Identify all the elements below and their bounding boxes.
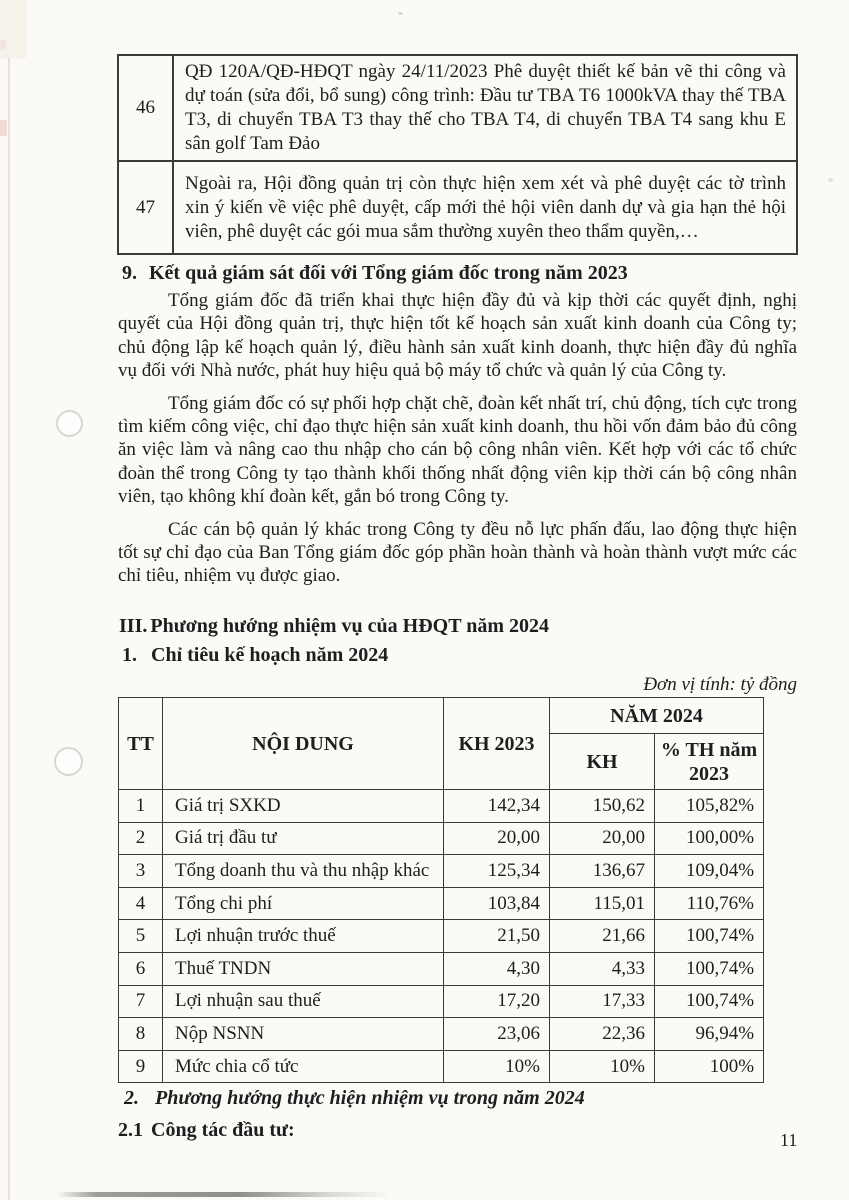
cell-kh2024: 20,00 <box>550 822 655 855</box>
cell-name: Lợi nhuận trước thuế <box>163 920 444 953</box>
section-9-heading <box>122 262 628 285</box>
cell-pct: 100,00% <box>655 822 764 855</box>
table-row <box>119 920 764 953</box>
section-title: Công tác đầu tư: <box>151 1119 295 1141</box>
table-row <box>119 952 764 985</box>
cell-kh2023: 20,00 <box>444 822 550 855</box>
cell-kh2023: 125,34 <box>444 855 550 888</box>
header-tt: TT <box>119 698 163 790</box>
cell-tt: 3 <box>119 855 163 888</box>
section-9-body <box>118 289 797 597</box>
cell-pct: 100% <box>655 1050 764 1083</box>
cell-kh2024: 150,62 <box>550 790 655 823</box>
cell-kh2023: 142,34 <box>444 790 550 823</box>
table-row <box>119 855 764 888</box>
header-kh-2023: KH 2023 <box>444 698 550 790</box>
section-number: 1. <box>122 644 137 666</box>
page-number: 11 <box>780 1130 798 1150</box>
cell-kh2024: 136,67 <box>550 855 655 888</box>
section-title: Chỉ tiêu kế hoạch năm 2024 <box>151 644 389 666</box>
cell-kh2023: 23,06 <box>444 1018 550 1051</box>
table-row <box>118 55 797 161</box>
section-number: 2. <box>124 1087 139 1109</box>
cell-name: Giá trị SXKD <box>163 790 444 823</box>
section-title: Phương hướng thực hiện nhiệm vụ trong năm 2024 <box>155 1087 585 1109</box>
cell-pct: 105,82% <box>655 790 764 823</box>
paragraph: Tổng giám đốc đã triển khai thực hiện đầy đủ và kịp thời các quyết định, nghị quyết của Hội đồng quản trị, thực hiện tốt kế hoạch sản xuất kinh doanh của Công ty; chủ động lập kế hoạch quản lý, điều hành sản xuất kinh doanh, thực hiện đầy đủ nghĩa vụ đối với Nhà nước, phát huy hiệu quả bộ máy tổ chức và quản lý của Công ty. <box>118 290 797 382</box>
row-number: 46 <box>118 55 173 161</box>
section-number: 2.1 <box>118 1119 143 1141</box>
hole-punch-mark <box>54 747 83 776</box>
cell-kh2024: 17,33 <box>550 985 655 1018</box>
cell-kh2024: 10% <box>550 1050 655 1083</box>
paragraph: Các cán bộ quản lý khác trong Công ty đều nỗ lực phấn đấu, lao động thực hiện tốt sự chỉ đạo của Ban Tổng giám đốc góp phần hoàn thành và hoàn thành vượt mức các chỉ tiêu, nhiệm vụ được giao. <box>118 518 797 587</box>
cell-name: Thuế TNDN <box>163 952 444 985</box>
scan-pink-mark <box>0 120 7 136</box>
row-text: Ngoài ra, Hội đồng quản trị còn thực hiện xem xét và phê duyệt các tờ trình xin ý kiến về việc phê duyệt, cấp mới thẻ hội viên danh dự và gia hạn thẻ hội viên, phê duyệt các gói mua sắm thường xuyên theo thẩm quyền,… <box>173 161 797 254</box>
cell-kh2024: 4,33 <box>550 952 655 985</box>
cell-tt: 5 <box>119 920 163 953</box>
table-row <box>119 822 764 855</box>
cell-name: Tổng doanh thu và thu nhập khác <box>163 855 444 888</box>
cell-kh2023: 21,50 <box>444 920 550 953</box>
header-noi-dung: NỘI DUNG <box>163 698 444 790</box>
unit-note: Đơn vị tính: tỷ đồng <box>643 674 797 695</box>
cell-kh2024: 21,66 <box>550 920 655 953</box>
table-row <box>119 790 764 823</box>
cell-kh2023: 17,20 <box>444 985 550 1018</box>
paragraph: Tổng giám đốc có sự phối hợp chặt chẽ, đoàn kết nhất trí, chủ động, tích cực trong tìm kiếm công việc, chỉ đạo thực hiện sản xuất kinh doanh, thu hồi vốn đảm bảo đủ công ăn việc làm và nâng cao thu nhập cho cán bộ công nhân viên. Kết hợp với các tổ chức đoàn thể trong Công ty tạo thành khối thống nhất động viên kịp thời cán bộ công nhân viên, tạo không khí đoàn kết, gắn bó trong Công ty. <box>118 392 797 508</box>
cell-pct: 100,74% <box>655 952 764 985</box>
table-row <box>119 1050 764 1083</box>
cell-tt: 9 <box>119 1050 163 1083</box>
section-number: III. <box>119 615 148 637</box>
cell-name: Nộp NSNN <box>163 1018 444 1051</box>
row-text: QĐ 120A/QĐ-HĐQT ngày 24/11/2023 Phê duyệt thiết kế bản vẽ thi công và dự toán (sửa đổi, bổ sung) công trình: Đầu tư TBA T6 1000kVA thay thế TBA T3, di chuyển TBA T3 thay thế cho TBA T4, di chuyển TBA T4 sang khu E sân golf Tam Đảo <box>173 55 797 161</box>
decisions-table <box>117 54 798 255</box>
cell-kh2024: 115,01 <box>550 887 655 920</box>
subsection-2-1-heading <box>118 1119 295 1142</box>
section-2-heading <box>124 1087 585 1110</box>
header-pct-th: % TH năm 2023 <box>655 734 764 790</box>
cell-tt: 7 <box>119 985 163 1018</box>
table-row <box>119 1018 764 1051</box>
section-title: Phương hướng nhiệm vụ của HĐQT năm 2024 <box>150 615 550 637</box>
cell-tt: 1 <box>119 790 163 823</box>
table-row <box>119 985 764 1018</box>
header-kh: KH <box>550 734 655 790</box>
cell-kh2023: 10% <box>444 1050 550 1083</box>
scan-bottom-bar <box>56 1192 391 1197</box>
cell-tt: 2 <box>119 822 163 855</box>
cell-kh2023: 4,30 <box>444 952 550 985</box>
cell-pct: 109,04% <box>655 855 764 888</box>
row-number: 47 <box>118 161 173 254</box>
hole-punch-mark <box>56 410 83 437</box>
cell-tt: 8 <box>119 1018 163 1051</box>
cell-kh2023: 103,84 <box>444 887 550 920</box>
cell-tt: 4 <box>119 887 163 920</box>
cell-pct: 96,94% <box>655 1018 764 1051</box>
scan-speck <box>828 178 833 182</box>
table-row <box>119 887 764 920</box>
cell-kh2024: 22,36 <box>550 1018 655 1051</box>
section-title: Kết quả giám sát đối với Tổng giám đốc trong năm 2023 <box>149 262 628 284</box>
cell-pct: 100,74% <box>655 985 764 1018</box>
kpi-plan-table <box>118 697 764 1083</box>
scan-speck <box>398 12 403 15</box>
section-number: 9. <box>122 262 137 284</box>
header-nam-2024: NĂM 2024 <box>550 698 764 734</box>
subsection-1-heading <box>122 644 388 667</box>
cell-pct: 100,74% <box>655 920 764 953</box>
cell-tt: 6 <box>119 952 163 985</box>
cell-name: Giá trị đầu tư <box>163 822 444 855</box>
scan-pink-mark <box>0 40 6 50</box>
cell-name: Tổng chi phí <box>163 887 444 920</box>
scan-edge-line <box>8 0 10 1200</box>
table-header-row <box>119 698 764 734</box>
table-row <box>118 161 797 254</box>
cell-name: Mức chia cổ tức <box>163 1050 444 1083</box>
cell-name: Lợi nhuận sau thuế <box>163 985 444 1018</box>
section-3-heading <box>119 615 549 638</box>
cell-pct: 110,76% <box>655 887 764 920</box>
